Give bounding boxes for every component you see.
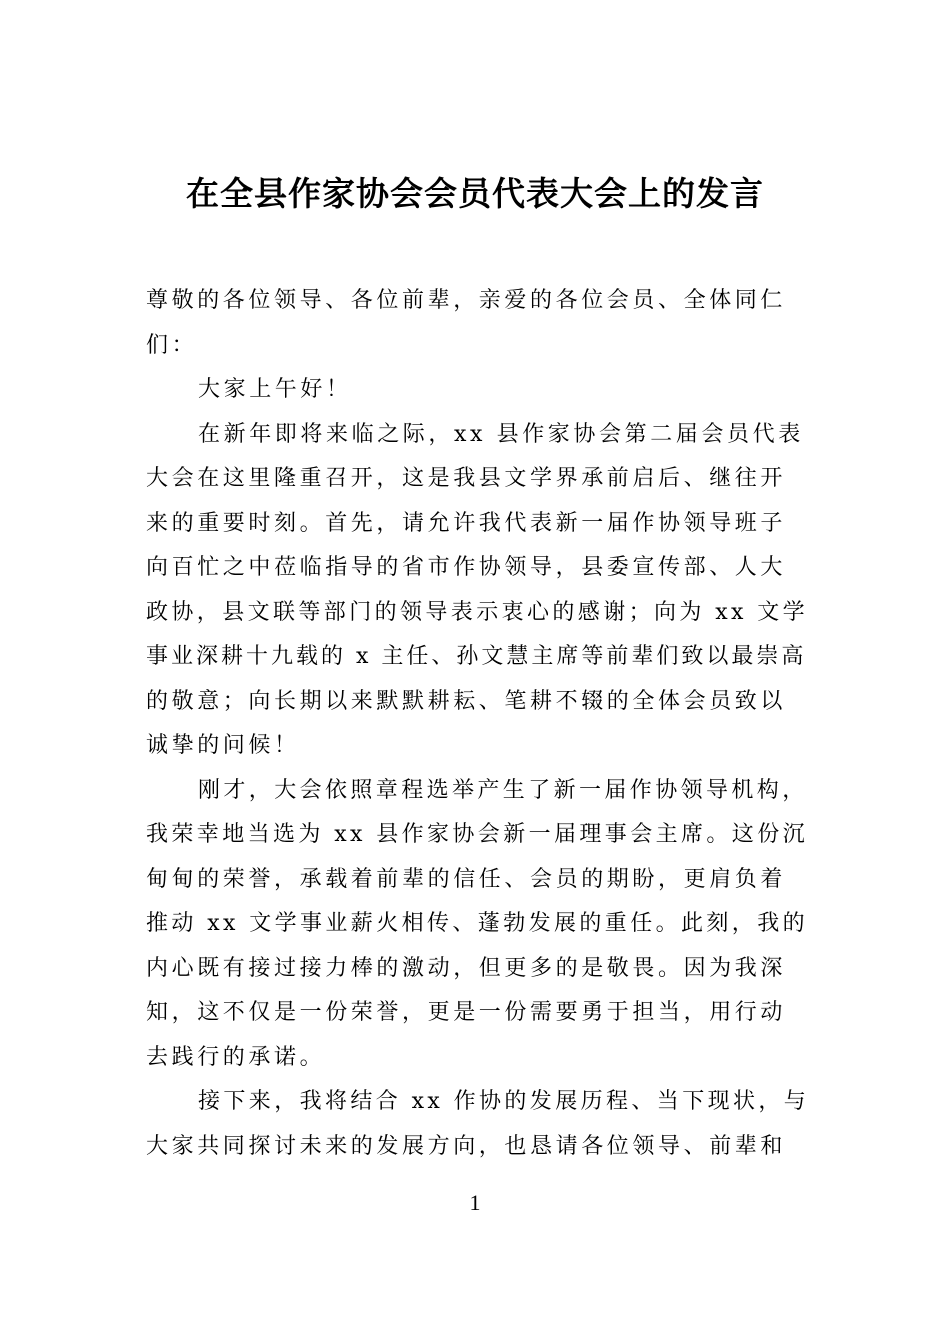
paragraph-line: 事业深耕十九载的 x 主任、孙文慧主席等前辈们致以最崇高 — [146, 644, 807, 669]
paragraph-line: 知，这不仅是一份荣誉，更是一份需要勇于担当，用行动 — [146, 1000, 787, 1025]
paragraph-line: 的敬意；向长期以来默默耕耘、笔耕不辍的全体会员致以 — [146, 688, 787, 714]
greeting-line: 大家上午好！ — [198, 377, 352, 402]
paragraph-line: 我荣幸地当选为 xx 县作家协会新一届理事会主席。这份沉 — [146, 822, 809, 847]
paragraph-line: 刚才，大会依照章程选举产生了新一届作协领导机构， — [198, 777, 808, 803]
paragraph-line: 在新年即将来临之际，xx 县作家协会第二届会员代表 — [198, 421, 804, 447]
paragraph-line: 甸甸的荣誉，承载着前辈的信任、会员的期盼，更肩负着 — [146, 866, 787, 892]
document-title: 在全县作家协会会员代表大会上的发言 — [186, 174, 764, 213]
paragraph-line: 来的重要时刻。首先，请允许我代表新一届作协领导班子 — [146, 510, 787, 536]
document-body — [146, 279, 810, 1169]
paragraph-line: 向百忙之中莅临指导的省市作协领导，县委宣传部、人大 — [146, 555, 787, 580]
salutation-line: 们： — [146, 332, 198, 358]
paragraph-line: 去践行的承诺。 — [146, 1044, 326, 1070]
paragraph-line: 内心既有接过接力棒的激动，但更多的是敬畏。因为我深 — [146, 955, 787, 981]
paragraph-line: 政协，县文联等部门的领导表示衷心的感谢；向为 xx 文学 — [146, 599, 809, 625]
salutation-line: 尊敬的各位领导、各位前辈，亲爱的各位会员、全体同仁 — [146, 288, 787, 313]
paragraph-line: 接下来，我将结合 xx 作协的发展历程、当下现状，与 — [198, 1089, 810, 1114]
paragraph-line: 推动 xx 文学事业薪火相传、蓬勃发展的重任。此刻，我的 — [146, 911, 809, 936]
paragraph-line: 大会在这里隆重召开，这是我县文学界承前启后、继往开 — [146, 466, 787, 491]
paragraph-line: 大家共同探讨未来的发展方向，也恳请各位领导、前辈和 — [146, 1133, 787, 1159]
page-number: 1 — [469, 1190, 481, 1215]
paragraph-line: 诚挚的问候！ — [146, 733, 300, 758]
